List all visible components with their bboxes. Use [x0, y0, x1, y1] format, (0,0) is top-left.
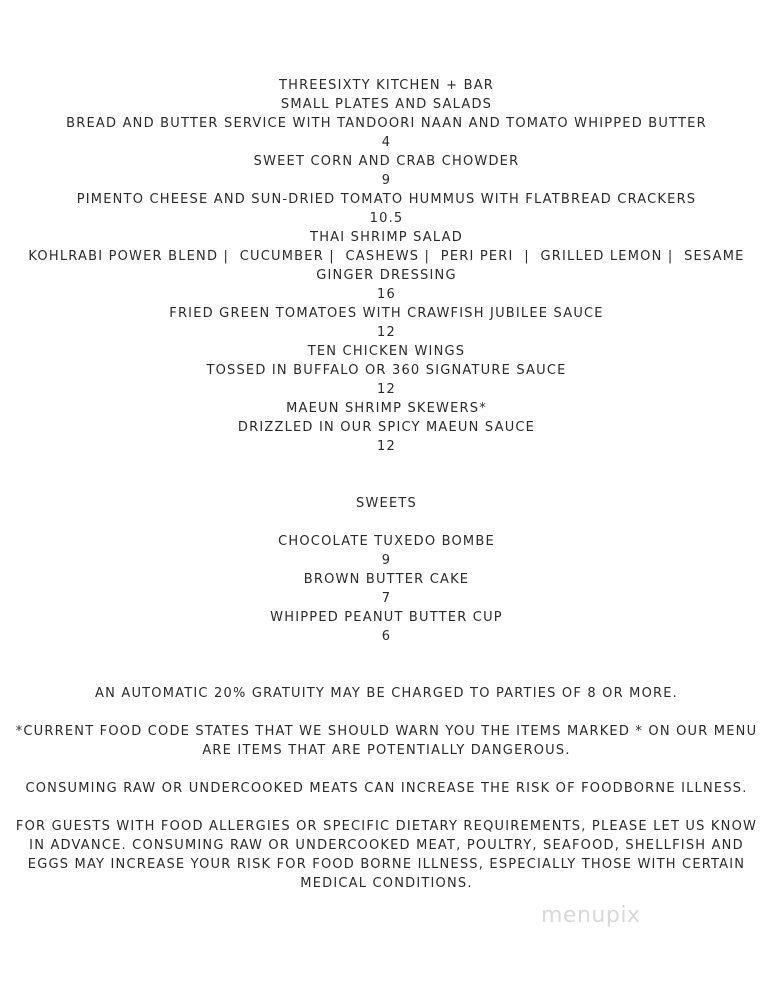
menu-item-price: 12 — [377, 382, 396, 397]
allergy-note-line: MEDICAL CONDITIONS. — [300, 876, 473, 891]
menu-item-price: 12 — [377, 325, 396, 340]
menu-item-name: BREAD AND BUTTER SERVICE WITH TANDOORI NAAN AND TOMATO WHIPPED BUTTER — [66, 116, 707, 131]
sweet-item-name: BROWN BUTTER CAKE — [303, 572, 470, 587]
menu-item-description: TOSSED IN BUFFALO OR 360 SIGNATURE SAUCE — [206, 363, 567, 378]
allergy-note-line: EGGS MAY INCREASE YOUR RISK FOR FOOD BORNE ILLNESS, ESPECIALLY THOSE WITH CERTAIN — [27, 857, 746, 872]
restaurant-name: THREESIXTY KITCHEN + BAR — [278, 78, 495, 93]
watermark-logo: menupix — [541, 903, 641, 928]
sweet-item-price: 6 — [381, 629, 392, 644]
spacer — [0, 760, 773, 779]
allergy-note-line: IN ADVANCE. CONSUMING RAW OR UNDERCOOKED MEAT, POULTRY, SEAFOOD, SHELLFISH AND — [29, 838, 744, 853]
sweet-item-price: 9 — [381, 553, 392, 568]
gratuity-note: AN AUTOMATIC 20% GRATUITY MAY BE CHARGED TO PARTIES OF 8 OR MORE. — [95, 686, 678, 701]
spacer — [0, 475, 773, 494]
menu-item-name: TEN CHICKEN WINGS — [307, 344, 466, 359]
sweet-item-name: CHOCOLATE TUXEDO BOMBE — [278, 534, 495, 549]
menu-item-description: GINGER DRESSING — [316, 268, 457, 283]
spacer — [0, 798, 773, 817]
menu-item-description: KOHLRABI POWER BLEND | CUCUMBER | CASHEWS | PERI PERI | GRILLED LEMON | SESAME — [28, 249, 745, 264]
section-heading-sweets: SWEETS — [356, 496, 417, 511]
menu-page — [0, 76, 773, 893]
menu-item-price: 4 — [381, 135, 392, 150]
menu-item-price: 16 — [377, 287, 396, 302]
spacer — [0, 703, 773, 722]
raw-meat-warning: CONSUMING RAW OR UNDERCOOKED MEATS CAN INCREASE THE RISK OF FOODBORNE ILLNESS. — [25, 781, 748, 796]
spacer — [0, 513, 773, 532]
menu-item-price: 12 — [377, 439, 396, 454]
section-heading-small-plates: SMALL PLATES AND SALADS — [280, 97, 493, 112]
menu-item-name: SWEET CORN AND CRAB CHOWDER — [253, 154, 520, 169]
allergy-note-line: FOR GUESTS WITH FOOD ALLERGIES OR SPECIFIC DIETARY REQUIREMENTS, PLEASE LET US KNOW — [15, 819, 758, 834]
sweet-item-price: 7 — [381, 591, 392, 606]
menu-item-name: FRIED GREEN TOMATOES WITH CRAWFISH JUBILEE SAUCE — [169, 306, 604, 321]
spacer — [0, 665, 773, 684]
spacer — [0, 456, 773, 475]
menu-item-price: 9 — [381, 173, 392, 188]
menu-item-description: DRIZZLED IN OUR SPICY MAEUN SAUCE — [237, 420, 536, 435]
menu-item-name: THAI SHRIMP SALAD — [310, 230, 463, 245]
menu-item-name: MAEUN SHRIMP SKEWERS* — [286, 401, 487, 416]
spacer — [0, 646, 773, 665]
menu-item-price: 10.5 — [369, 211, 404, 226]
food-code-note-line: ARE ITEMS THAT ARE POTENTIALLY DANGEROUS. — [202, 743, 571, 758]
food-code-note-line: *CURRENT FOOD CODE STATES THAT WE SHOULD WARN YOU THE ITEMS MARKED * ON OUR MENU — [15, 724, 758, 739]
menu-item-name: PIMENTO CHEESE AND SUN-DRIED TOMATO HUMMUS WITH FLATBREAD CRACKERS — [76, 192, 697, 207]
sweet-item-name: WHIPPED PEANUT BUTTER CUP — [270, 610, 503, 625]
